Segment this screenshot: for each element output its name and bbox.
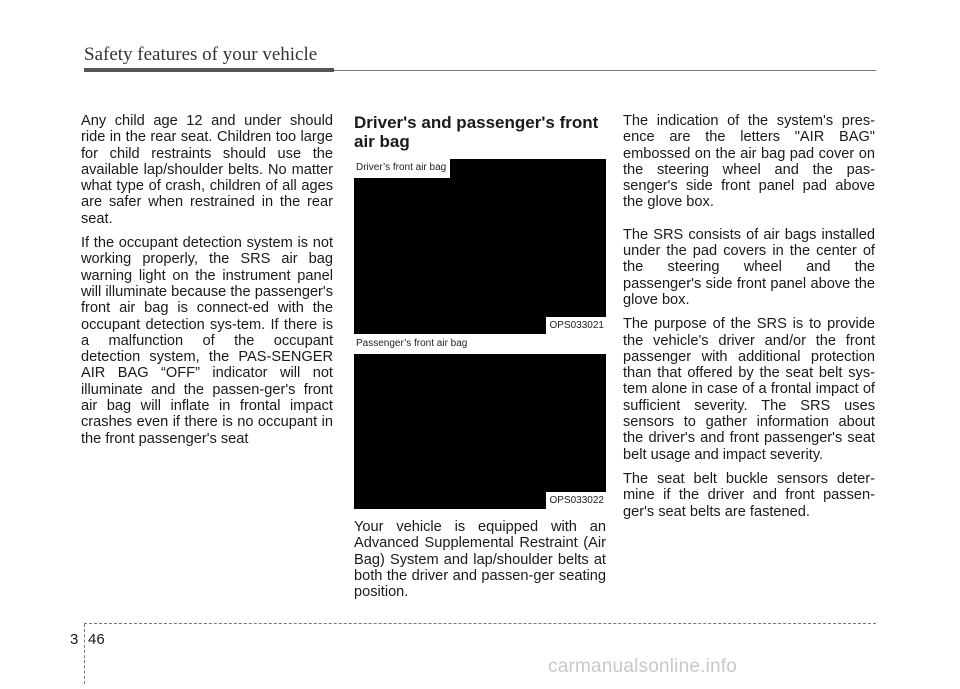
paragraph: Your vehicle is equipped with an Advanced Supplemental Restraint (Air Bag) System and lap/shoulder belts at both the driver and passen-ger seating position. (354, 519, 606, 601)
paragraph: The purpose of the SRS is to provide the vehicle's driver and/or the front passenger with additional protection than that offered by the seat belt sys-tem alone in case of a frontal impact of sufficient severity. The SRS uses sensors to gather information about the driver's and front passenger's seat belt usage and impact severity. (623, 316, 875, 463)
column-middle (354, 113, 606, 608)
footer-rule (84, 623, 876, 624)
header-title: Safety features of your vehicle (84, 44, 318, 65)
figure-caption: Driver’s front air bag (354, 159, 450, 178)
figure-code: OPS033022 (546, 492, 607, 509)
figure-code: OPS033021 (546, 317, 607, 334)
paragraph: The indication of the system's pres-ence are the letters "AIR BAG" embossed on the air bag pad cover on the steering wheel and the pas-senger's side front panel pad above the glove box. (623, 113, 875, 211)
header-rule (84, 68, 334, 72)
paragraph: If the occupant detection system is not working properly, the SRS air bag warning light on the instrument panel will illuminate because the passenger's front air bag is connect-ed with the occupant detection sys-tem. If there is a malfunction of the occupant detection system, the PAS-SENGER AIR BAG “OFF” indicator will not illuminate and the passen-ger's front air bag will inflate in frontal impact crashes even if there is no occupant in the front passenger's seat (81, 235, 333, 447)
watermark: carmanualsonline.info (548, 656, 738, 677)
figure-caption: Passenger’s front air bag (354, 334, 606, 354)
section-heading: Driver's and passenger's front air bag (354, 113, 599, 151)
chapter-number: 3 (70, 631, 79, 648)
passenger-airbag-figure (354, 334, 606, 509)
footer-rule-vertical (84, 624, 85, 684)
paragraph: The SRS consists of air bags installed under the pad covers in the center of the steering wheel and the passenger's side front panel above the glove box. (623, 226, 875, 308)
driver-airbag-figure (354, 159, 606, 334)
column-right (623, 113, 875, 528)
figure-group (354, 159, 606, 509)
paragraph: The seat belt buckle sensors deter-mine if the driver and front passen-ger's seat belts are fastened. (623, 470, 875, 520)
paragraph: Any child age 12 and under should ride in the rear seat. Children too large for child restraints should use the available lap/shoulder belts. No matter what type of crash, children of all ages are safer when restrained in the rear seat. (81, 113, 333, 227)
page-number: 46 (88, 631, 105, 648)
header-rule-thin (334, 70, 876, 71)
column-left (81, 113, 333, 455)
